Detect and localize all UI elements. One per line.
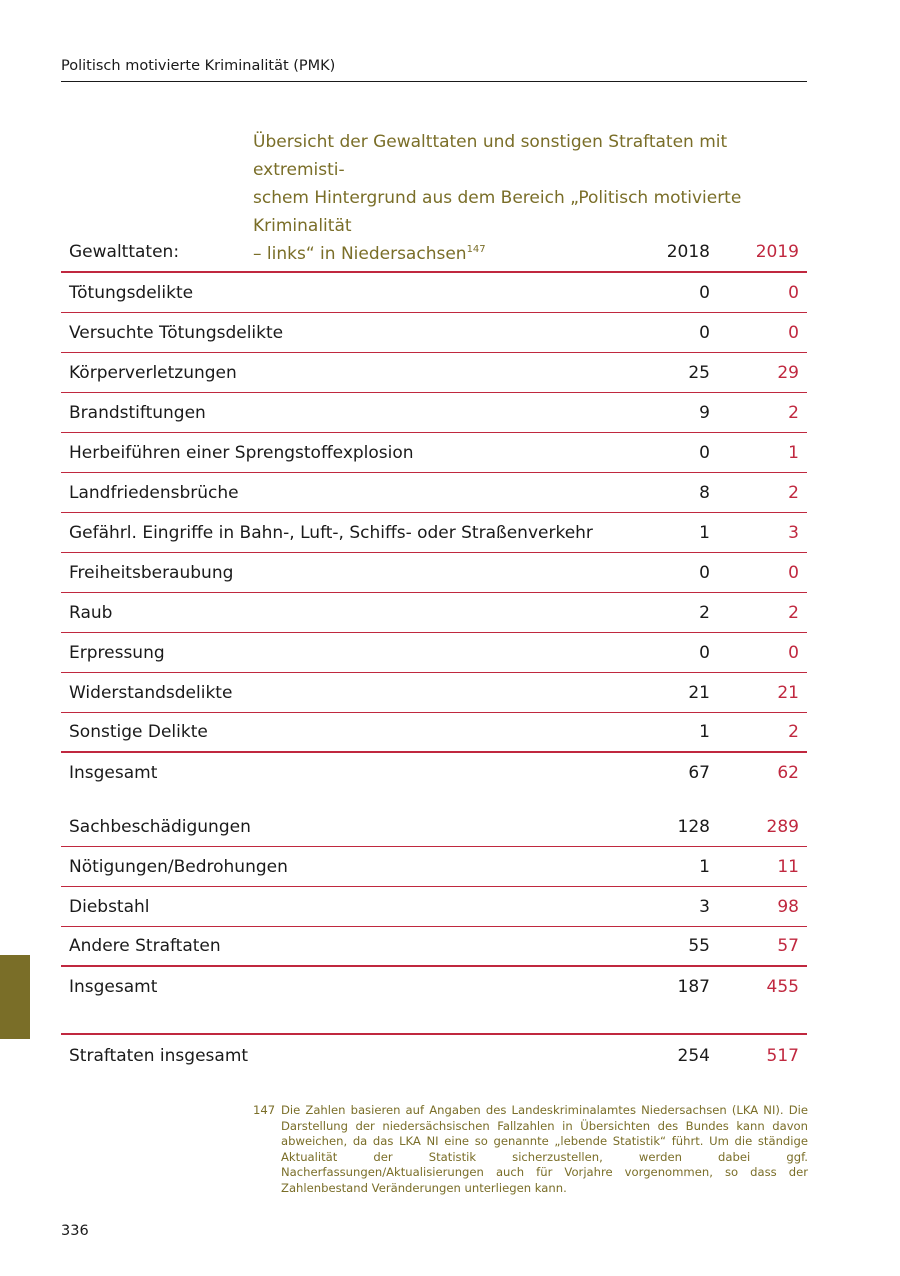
row-value-2018: 0 — [699, 642, 710, 663]
other-crimes-group — [61, 807, 807, 967]
table-row — [61, 393, 807, 433]
page-number: 336 — [61, 1223, 89, 1239]
row-value-2019: 29 — [777, 362, 799, 383]
row-label: Sonstige Delikte — [69, 722, 208, 742]
row-value-2019: 1 — [788, 442, 799, 463]
running-header: Politisch motivierte Kriminalität (PMK) — [61, 58, 336, 74]
row-value-2019: 2 — [788, 722, 799, 742]
section-gap — [61, 793, 807, 807]
table-row — [61, 887, 807, 927]
total-2018: 67 — [688, 763, 710, 783]
chapter-side-tab — [0, 955, 30, 1039]
row-value-2018: 9 — [699, 402, 710, 423]
row-label: Freiheitsberaubung — [69, 562, 234, 583]
row-label: Körperverletzungen — [69, 362, 237, 383]
table-header-row — [61, 232, 807, 273]
table-row — [61, 273, 807, 313]
row-label: Raub — [69, 602, 113, 623]
crime-statistics-table — [61, 232, 807, 1077]
row-label: Erpressung — [69, 642, 165, 663]
row-value-2019: 2 — [788, 482, 799, 503]
header-label: Gewalttaten: — [69, 241, 180, 262]
row-value-2018: 8 — [699, 482, 710, 503]
caption-line-1: Übersicht der Gewalttaten und sonstigen Straftaten mit extremisti- — [253, 132, 728, 180]
row-value-2018: 3 — [699, 896, 710, 917]
row-value-2018: 0 — [699, 442, 710, 463]
row-label: Gefährl. Eingriffe in Bahn-, Luft-, Schiffs- oder Straßenverkehr — [69, 522, 593, 543]
section-gap-rule — [61, 1007, 807, 1035]
footnote-number: 147 — [253, 1103, 276, 1117]
row-label: Nötigungen/Bedrohungen — [69, 856, 288, 877]
grand-total-2018: 254 — [677, 1046, 710, 1066]
row-label: Herbeiführen einer Sprengstoffexplosion — [69, 442, 414, 463]
row-value-2019: 3 — [788, 522, 799, 543]
total-2019: 455 — [766, 977, 799, 997]
table-row — [61, 313, 807, 353]
row-value-2018: 2 — [699, 602, 710, 623]
grand-total-2019: 517 — [766, 1046, 799, 1066]
row-value-2019: 21 — [777, 682, 799, 703]
row-value-2019: 98 — [777, 896, 799, 917]
table-row — [61, 633, 807, 673]
row-value-2018: 0 — [699, 322, 710, 343]
table-row — [61, 713, 807, 753]
header-rule — [61, 81, 807, 82]
footnote-text: Die Zahlen basieren auf Angaben des Landeskriminalamtes Niedersachsen (LKA NI). Die Darstellung der niedersächsischen Fallzahlen in Übersichten des Bundes kann davon abweichen, da das LKA NI eine so genannte „lebende Statistik“ führt. Um die ständige Aktualität der Statistik sicherzustellen, werden dabei ggf. Nacherfassungen/Aktualisierungen auch für Vorjahre vorgenommen, so dass der Zahlenbestand Veränderungen unterliegen kann. — [281, 1103, 808, 1195]
table-row — [61, 927, 807, 967]
row-label: Andere Straftaten — [69, 936, 221, 956]
table-row — [61, 513, 807, 553]
row-value-2018: 1 — [699, 856, 710, 877]
other-total-row — [61, 967, 807, 1007]
row-label: Versuchte Tötungsdelikte — [69, 322, 284, 343]
row-value-2019: 0 — [788, 562, 799, 583]
row-label: Landfriedensbrüche — [69, 482, 239, 503]
table-row — [61, 433, 807, 473]
table-row — [61, 553, 807, 593]
row-value-2019: 2 — [788, 602, 799, 623]
table-row — [61, 353, 807, 393]
caption-line-2: schem Hintergrund aus dem Bereich „Politisch motivierte Kriminalität — [253, 188, 742, 236]
table-row — [61, 593, 807, 633]
violent-total-row — [61, 753, 807, 793]
grand-total-label: Straftaten insgesamt — [69, 1046, 249, 1066]
row-value-2019: 2 — [788, 402, 799, 423]
table-row — [61, 673, 807, 713]
row-value-2018: 0 — [699, 282, 710, 303]
row-value-2018: 55 — [688, 936, 710, 956]
row-value-2019: 0 — [788, 322, 799, 343]
footnote — [253, 1103, 808, 1197]
row-label: Tötungsdelikte — [69, 282, 194, 303]
total-2018: 187 — [677, 977, 710, 997]
row-value-2018: 21 — [688, 682, 710, 703]
row-label: Widerstandsdelikte — [69, 682, 233, 703]
row-value-2018: 25 — [688, 362, 710, 383]
total-2019: 62 — [777, 763, 799, 783]
caption-line-3-text: – links“ in Niedersachsen — [253, 244, 467, 264]
table-row — [61, 847, 807, 887]
row-value-2019: 57 — [777, 936, 799, 956]
row-value-2019: 0 — [788, 282, 799, 303]
total-label: Insgesamt — [69, 763, 158, 783]
row-label: Diebstahl — [69, 896, 150, 917]
table-row — [61, 807, 807, 847]
header-year-2018: 2018 — [666, 241, 710, 262]
row-value-2019: 289 — [766, 816, 799, 837]
total-label: Insgesamt — [69, 977, 158, 997]
row-value-2019: 11 — [777, 856, 799, 877]
row-value-2018: 128 — [677, 816, 710, 837]
row-label: Brandstiftungen — [69, 402, 206, 423]
row-value-2019: 0 — [788, 642, 799, 663]
footnote-ref: 147 — [466, 244, 486, 255]
row-value-2018: 1 — [699, 722, 710, 742]
grand-total-row — [61, 1035, 807, 1077]
header-year-2019: 2019 — [755, 241, 799, 262]
row-value-2018: 1 — [699, 522, 710, 543]
table-row — [61, 473, 807, 513]
row-label: Sachbeschädigungen — [69, 816, 251, 837]
row-value-2018: 0 — [699, 562, 710, 583]
violent-crimes-group — [61, 273, 807, 753]
